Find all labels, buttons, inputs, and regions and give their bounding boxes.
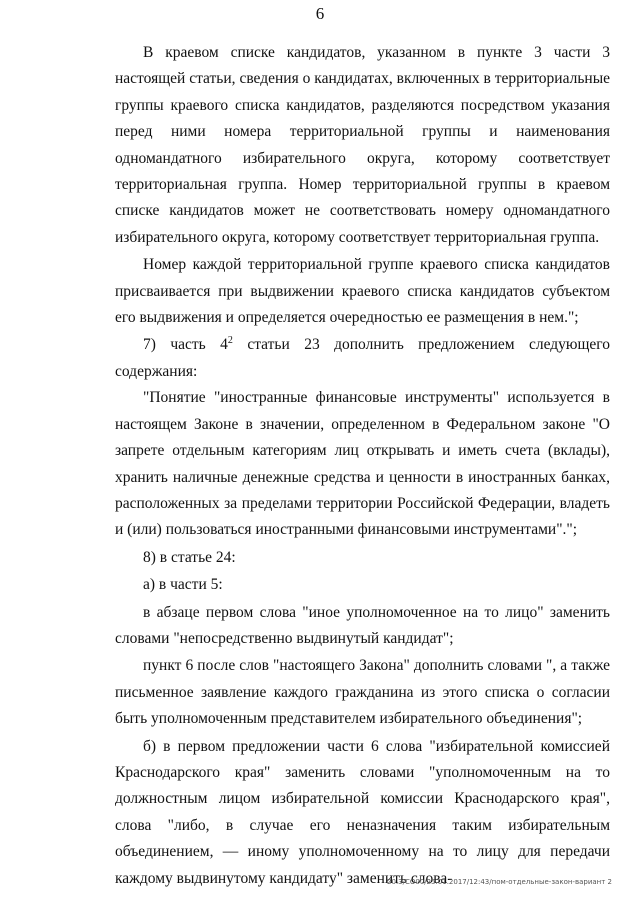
paragraph-territorial-groups: В краевом списке кандидатов, указанном в пункте 3 части 3 настоящей статьи, сведения о кандидатах, включенных в территориальные группы краевого списка кандидатов, разделяются посредством указания перед ними номера территориальной группы и наименования одномандатного избирательного округа, которому соответствует территориальная группа. Номер территориальной группы в краевом списке кандидатов может не соответствовать номеру одномандатного избирательного округа, которому соответствует территориальная группа.: [115, 44, 610, 246]
paragraph-group-number: Номер каждой территориальной группе краевого списка кандидатов присваивается при выдвижении краевого списка кандидатов субъектом его выдвижения и определяется очередностью ее размещения в нем.";: [115, 256, 610, 327]
paragraph-amendment-7-heading: [115, 332, 610, 385]
amendment-7-superscript: 2: [227, 335, 233, 347]
paragraph-article-24: 8) в статье 24:: [143, 548, 236, 566]
paragraph-part-6: б) в первом предложении части 6 слова "избирательной комиссией Краснодарского края" заменить словами "уполномоченным на то должностным лицом избирательной комиссии Краснодарского края", слова "либо, в случае его неназначения таким избирательным объединением, — иному уполномоченному на то лицу для передачи каждому выдвинутому кандидату" заменить слова-: [115, 737, 610, 887]
amendment-7-suffix: статьи 23 дополнить предложением следующего содержания:: [115, 336, 611, 380]
footer-stamp: 20.3/СО00/25.01.2017/12:43/пом-отдельные-закон-вариант 2: [387, 878, 612, 886]
page-number: 6: [315, 4, 325, 23]
document-body: [115, 40, 610, 892]
paragraph-point-6: пункт 6 после слов "настоящего Закона" дополнить словами ", а также письменное заявление каждого гражданина из этого списка о согласии быть уполномоченным представителем избирательного объединения";: [115, 657, 610, 728]
paragraph-first-subparagraph: в абзаце первом слова "иное уполномоченное на то лицо" заменить словами "непосредственно выдвинутый кандидат";: [115, 603, 610, 647]
amendment-7-prefix: 7) часть 4: [143, 336, 228, 354]
paragraph-part-5: а) в части 5:: [143, 576, 223, 594]
paragraph-foreign-instruments: "Понятие "иностранные финансовые инструменты" используется в настоящем Законе в значении, определенном в Федеральном законе "О запрете отдельным категориям лиц открывать и иметь счета (вклады), хранить наличные денежные средства и ценности в иностранных банках, расположенных за пределами территории Российской Федерации, владеть и (или) пользоваться иностранными финансовыми инструментами".";: [115, 389, 610, 539]
